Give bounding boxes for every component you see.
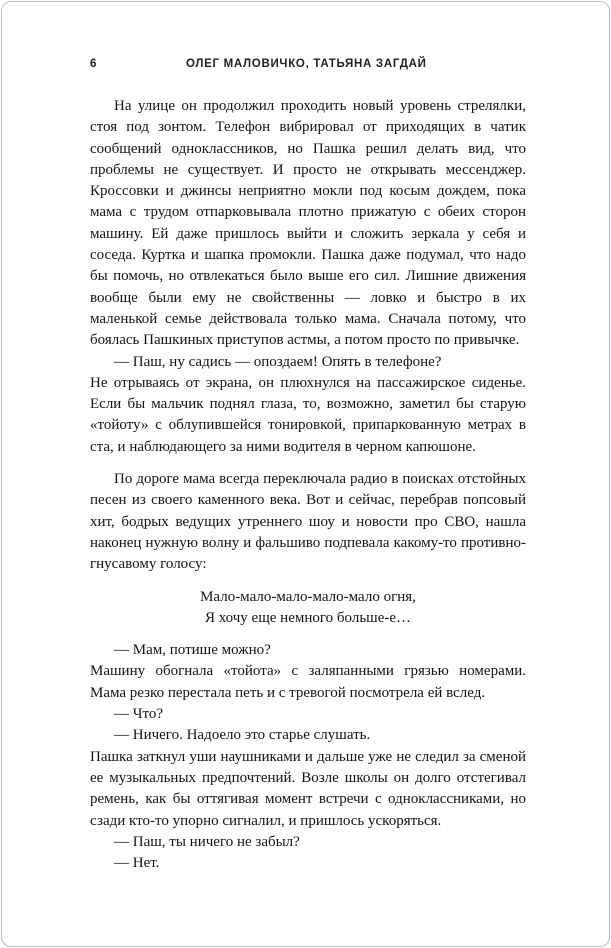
paragraph: Не отрываясь от экрана, он плюхнулся на пассажирское сиденье. Если бы мальчик поднял глаза, то, возможно, заметил бы старую «тойоту» с облупившейся тонировкой, припаркованную метрах в ста, и наблюдающего за ними водителя в черном капюшоне. [90,374,526,455]
verse-line: Я хочу еще немного больше-е… [204,609,412,626]
verse-line: Мало-мало-мало-мало-мало огня, [200,588,416,605]
paragraph: По дороге мама всегда переключала радио в поисках отстойных песен из своего каменного века. Вот и сейчас, перебрав попсовый хит, бодрых ведущих утреннего шоу и новости про СВО, нашла наконец нужную волну и фальшиво подпевала какому-то противно-гнусавому голосу: [90,471,526,573]
running-title: ОЛЕГ МАЛОВИЧКО, ТАТЬЯНА ЗАГДАЙ [186,58,427,70]
paragraph: Машину обогнала «тойота» с заляпанными грязью номерами. Мама резко перестала петь и с тревогой посмотрела ей вслед. [90,663,526,701]
dialogue-line: — Мам, потише можно? [114,642,271,659]
running-header [90,58,522,70]
paragraph: На улице он продолжил проходить новый уровень стрелялки, стоя под зонтом. Телефон вибрировал от приходящих в чатик сообщений одноклассников, но Пашка решил делать вид, что проблемы не существует. И просто не открывать мессенджер. Кроссовки и джинсы неприятно мокли под косым дождем, пока мама с трудом отпарковывала плотно прижатую с обеих сторон машину. Ей даже пришлось выйти и сложить зеркала у себя и соседа. Куртка и шапка промокли. Пашка даже подумал, что надо бы помочь, но отвлекаться было выше его сил. Лишние движения вообще были ему не свойственны — ловко и быстро в их маленькой семье действовала только мама. Сначала потому, что боялась Пашкиных приступов астмы, а потом просто по привычке. [90,98,526,349]
page-body [90,96,526,874]
page-number: 6 [90,58,98,70]
book-page [1,1,610,947]
dialogue-line: — Паш, ты ничего не забыл? [114,833,300,850]
dialogue-line: — Ничего. Надоело это старье слушать. [114,727,371,744]
paragraph: Пашка заткнул уши наушниками и дальше уже не следил за сменой ее музыкальных предпочтений. Возле школы он долго отстегивал ремень, как бы оттягивая момент встречи с одноклассниками, но сзади кто-то упорно сигналил, и пришлось ускоряться. [90,748,526,829]
verse [90,587,526,630]
dialogue-line: — Паш, ну садись — опоздаем! Опять в телефоне? [114,353,442,370]
dialogue-line: — Нет. [114,855,160,872]
dialogue-line: — Что? [114,706,164,723]
